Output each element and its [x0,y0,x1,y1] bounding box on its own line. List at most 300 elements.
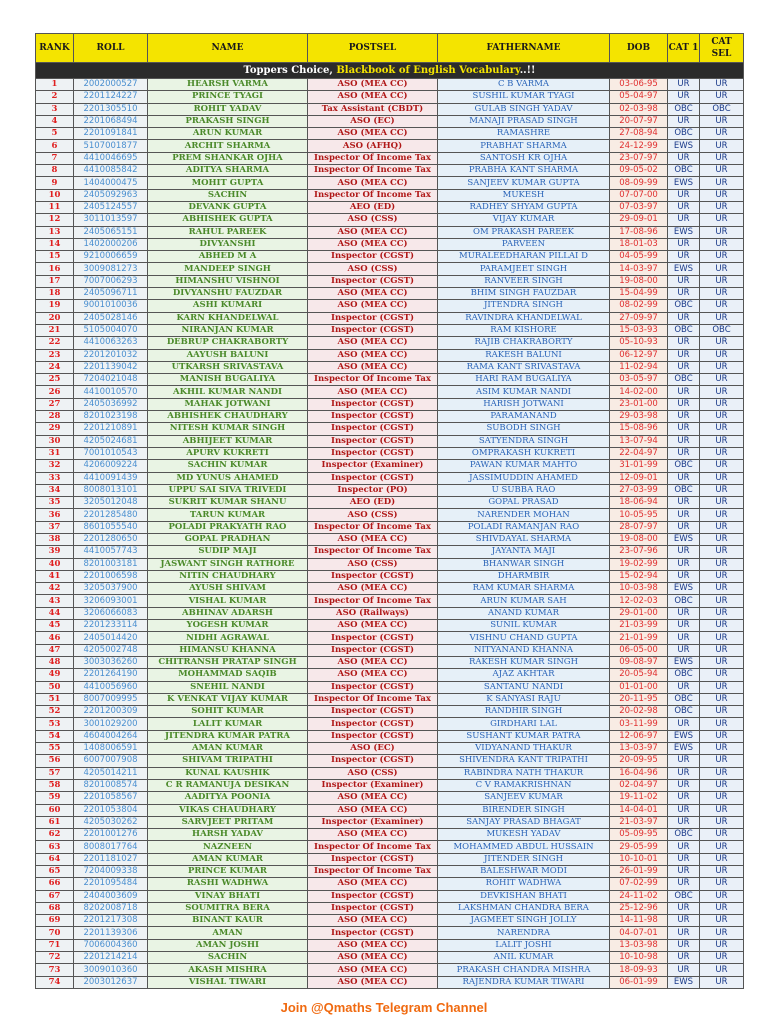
table-row [36,718,744,730]
dob-cell: 22-04-97 [610,447,668,459]
roll-cell: 2201200309 [74,706,148,718]
fathername-cell: NITYANAND KHANNA [438,644,610,656]
name-cell: HEARSH VARMA [148,79,308,91]
rank-cell: 63 [36,841,74,853]
postsel-cell: ASO (MEA CC) [308,361,438,373]
dob-cell: 27-08-94 [610,128,668,140]
dob-cell: 10-05-95 [610,509,668,521]
cat1-cell: OBC [668,128,700,140]
name-cell: SUKRIT KUMAR SHANU [148,497,308,509]
dob-cell: 29-09-01 [610,214,668,226]
cat1-cell: OBC [668,324,700,336]
rank-cell: 32 [36,460,74,472]
cat1-cell: UR [668,521,700,533]
cat1-cell: UR [668,964,700,976]
table-row [36,361,744,373]
cat1-cell: UR [668,915,700,927]
dob-cell: 10-10-98 [610,952,668,964]
postsel-cell: ASO (MEA CC) [308,656,438,668]
col-postsel: POSTSEL [308,34,438,63]
cat1-cell: UR [668,361,700,373]
fathername-cell: BHIM SINGH FAUZDAR [438,288,610,300]
rank-cell: 49 [36,669,74,681]
postsel-cell: Inspector Of Income Tax [308,521,438,533]
cat1-cell: OBC [668,669,700,681]
fathername-cell: PRAKASH CHANDRA MISHRA [438,964,610,976]
fathername-cell: DEVKISHAN BHATI [438,890,610,902]
roll-cell: 4410010570 [74,386,148,398]
table-row [36,447,744,459]
postsel-cell: Inspector (CGST) [308,890,438,902]
dob-cell: 13-03-98 [610,939,668,951]
name-cell: LALIT KUMAR [148,718,308,730]
table-row [36,263,744,275]
cat1-cell: UR [668,497,700,509]
roll-cell: 4205002748 [74,644,148,656]
col-dob: DOB [610,34,668,63]
table-row [36,115,744,127]
dob-cell: 19-11-02 [610,792,668,804]
rank-cell: 2 [36,91,74,103]
table-row [36,730,744,742]
fathername-cell: RAKESH BALUNI [438,349,610,361]
catsel-cell: UR [700,964,744,976]
cat1-cell: OBC [668,890,700,902]
cat1-cell: UR [668,902,700,914]
dob-cell: 14-02-00 [610,386,668,398]
roll-cell: 1402000206 [74,238,148,250]
name-cell: AAYUSH BALUNI [148,349,308,361]
fathername-cell: SANJEEV KUMAR [438,792,610,804]
rank-cell: 37 [36,521,74,533]
cat1-cell: UR [668,411,700,423]
rank-cell: 17 [36,275,74,287]
postsel-cell: ASO (CSS) [308,767,438,779]
fathername-cell: MANAJI PRASAD SINGH [438,115,610,127]
table-row [36,349,744,361]
name-cell: ADITYA SHARMA [148,165,308,177]
dob-cell: 20-11-95 [610,693,668,705]
postsel-cell: Inspector (CGST) [308,681,438,693]
rank-cell: 3 [36,103,74,115]
postsel-cell: ASO (MEA CC) [308,915,438,927]
table-row [36,411,744,423]
fathername-cell: U SUBBA RAO [438,484,610,496]
roll-cell: 4206009224 [74,460,148,472]
cat1-cell: UR [668,337,700,349]
table-row [36,509,744,521]
roll-cell: 2003012637 [74,976,148,988]
catsel-cell: UR [700,497,744,509]
cat1-cell: UR [668,152,700,164]
rank-cell: 10 [36,189,74,201]
rank-cell: 61 [36,816,74,828]
rank-cell: 7 [36,152,74,164]
cat1-cell: UR [668,251,700,263]
fathername-cell: GIRDHARI LAL [438,718,610,730]
dob-cell: 31-01-99 [610,460,668,472]
catsel-cell: UR [700,521,744,533]
cat1-cell: UR [668,570,700,582]
dob-cell: 04-05-99 [610,251,668,263]
dob-cell: 29-03-98 [610,411,668,423]
fathername-cell: SUBODH SINGH [438,423,610,435]
rank-cell: 67 [36,890,74,902]
catsel-cell: UR [700,866,744,878]
fathername-cell: JASSIMUDDIN AHAMED [438,472,610,484]
fathername-cell: OM PRAKASH PAREEK [438,226,610,238]
name-cell: HARSH YADAV [148,829,308,841]
catsel-cell: UR [700,779,744,791]
name-cell: HIMANSU KHANNA [148,644,308,656]
roll-cell: 4410091439 [74,472,148,484]
fathername-cell: MOHAMMED ABDUL HUSSAIN [438,841,610,853]
catsel-cell: UR [700,349,744,361]
catsel-cell: UR [700,792,744,804]
dob-cell: 06-05-00 [610,644,668,656]
rank-cell: 43 [36,595,74,607]
rank-cell: 8 [36,165,74,177]
postsel-cell: Inspector (Examiner) [308,460,438,472]
banner-row [36,63,744,79]
cat1-cell: EWS [668,730,700,742]
table-row [36,177,744,189]
dob-cell: 14-04-01 [610,804,668,816]
fathername-cell: RABINDRA NATH THAKUR [438,767,610,779]
dob-cell: 13-07-94 [610,435,668,447]
table-row [36,952,744,964]
postsel-cell: ASO (MEA CC) [308,829,438,841]
name-cell: ARUN KUMAR [148,128,308,140]
dob-cell: 15-04-99 [610,288,668,300]
col-roll: ROLL [74,34,148,63]
cat1-cell: OBC [668,484,700,496]
cat1-cell: UR [668,755,700,767]
catsel-cell: UR [700,312,744,324]
catsel-cell: UR [700,472,744,484]
table-row [36,816,744,828]
name-cell: KARN KHANDELWAL [148,312,308,324]
fathername-cell: PRABHA KANT SHARMA [438,165,610,177]
table-row [36,324,744,336]
name-cell: SOHIT KUMAR [148,706,308,718]
cat1-cell: UR [668,607,700,619]
table-row [36,595,744,607]
fathername-cell: PAWAN KUMAR MAHTO [438,460,610,472]
roll-cell: 3206093001 [74,595,148,607]
fathername-cell: RANDHIR SINGH [438,706,610,718]
roll-cell: 2201280650 [74,533,148,545]
table-row [36,423,744,435]
dob-cell: 06-01-99 [610,976,668,988]
cat1-cell: UR [668,509,700,521]
roll-cell: 4410046695 [74,152,148,164]
fathername-cell: C V RAMAKRISHNAN [438,779,610,791]
name-cell: AYUSH SHIVAM [148,583,308,595]
fathername-cell: AJAZ AKHTAR [438,669,610,681]
fathername-cell: MURALEEDHARAN PILLAI D [438,251,610,263]
roll-cell: 4410063263 [74,337,148,349]
catsel-cell: UR [700,411,744,423]
postsel-cell: ASO (MEA CC) [308,238,438,250]
dob-cell: 02-04-97 [610,779,668,791]
roll-cell: 4205030262 [74,816,148,828]
catsel-cell: UR [700,583,744,595]
dob-cell: 21-03-99 [610,620,668,632]
postsel-cell: ASO (MEA CC) [308,226,438,238]
fathername-cell: RADHEY SHYAM GUPTA [438,201,610,213]
fathername-cell: HARI RAM BUGALIYA [438,374,610,386]
fathername-cell: MUKESH [438,189,610,201]
cat1-cell: EWS [668,177,700,189]
postsel-cell: ASO (MEA CC) [308,128,438,140]
name-cell: ABHED M A [148,251,308,263]
rank-cell: 58 [36,779,74,791]
dob-cell: 13-03-97 [610,743,668,755]
table-row [36,128,744,140]
results-sheet [35,33,743,989]
roll-cell: 7001010543 [74,447,148,459]
catsel-cell: UR [700,447,744,459]
catsel-cell: UR [700,140,744,152]
rank-cell: 33 [36,472,74,484]
table-row [36,915,744,927]
name-cell: NITIN CHAUDHARY [148,570,308,582]
roll-cell: 2405014420 [74,632,148,644]
table-row [36,644,744,656]
postsel-cell: Tax Assistant (CBDT) [308,103,438,115]
name-cell: AMAN JOSHI [148,939,308,951]
catsel-cell: UR [700,263,744,275]
name-cell: VIKAS CHAUDHARY [148,804,308,816]
catsel-cell: UR [700,509,744,521]
dob-cell: 29-01-00 [610,607,668,619]
fathername-cell: RAVINDRA KHANDELWAL [438,312,610,324]
name-cell: POLADI PRAKYATH RAO [148,521,308,533]
postsel-cell: Inspector (CGST) [308,755,438,767]
catsel-cell: UR [700,829,744,841]
cat1-cell: UR [668,939,700,951]
catsel-cell: UR [700,423,744,435]
postsel-cell: Inspector Of Income Tax [308,693,438,705]
table-row [36,939,744,951]
cat1-cell: OBC [668,595,700,607]
cat1-cell: UR [668,927,700,939]
banner-prefix: Toppers Choice, [243,65,337,76]
postsel-cell: Inspector Of Income Tax [308,595,438,607]
fathername-cell: PARVEEN [438,238,610,250]
postsel-cell: ASO (MEA CC) [308,337,438,349]
dob-cell: 26-01-99 [610,866,668,878]
roll-cell: 2002000527 [74,79,148,91]
roll-cell: 2201181027 [74,853,148,865]
roll-cell: 1404000475 [74,177,148,189]
catsel-cell: UR [700,201,744,213]
name-cell: AKHIL KUMAR NANDI [148,386,308,398]
postsel-cell: Inspector (CGST) [308,730,438,742]
rank-cell: 51 [36,693,74,705]
cat1-cell: EWS [668,743,700,755]
cat1-cell: UR [668,558,700,570]
name-cell: HIMANSHU VISHNOI [148,275,308,287]
postsel-cell: Inspector (CGST) [308,853,438,865]
table-row [36,792,744,804]
cat1-cell: UR [668,386,700,398]
rank-cell: 9 [36,177,74,189]
roll-cell: 3206066083 [74,607,148,619]
rank-cell: 72 [36,952,74,964]
fathername-cell: K SANYASI RAJU [438,693,610,705]
rank-cell: 5 [36,128,74,140]
name-cell: CHITRANSH PRATAP SINGH [148,656,308,668]
col-name: NAME [148,34,308,63]
dob-cell: 03-06-95 [610,79,668,91]
postsel-cell: ASO (MEA CC) [308,288,438,300]
name-cell: AMAN [148,927,308,939]
table-row [36,669,744,681]
roll-cell: 3205037900 [74,583,148,595]
roll-cell: 2201006598 [74,570,148,582]
dob-cell: 16-04-96 [610,767,668,779]
cat1-cell: UR [668,79,700,91]
catsel-cell: UR [700,755,744,767]
catsel-cell: UR [700,620,744,632]
dob-cell: 19-08-00 [610,533,668,545]
cat1-cell: EWS [668,140,700,152]
rank-cell: 69 [36,915,74,927]
cat1-cell: OBC [668,165,700,177]
name-cell: YOGESH KUMAR [148,620,308,632]
postsel-cell: Inspector (CGST) [308,644,438,656]
dob-cell: 10-03-98 [610,583,668,595]
banner-suffix: ..!! [519,65,536,76]
fathername-cell: SHIVDAYAL SHARMA [438,533,610,545]
rank-cell: 56 [36,755,74,767]
catsel-cell: UR [700,460,744,472]
dob-cell: 01-01-00 [610,681,668,693]
catsel-cell: UR [700,693,744,705]
catsel-cell: UR [700,853,744,865]
rank-cell: 68 [36,902,74,914]
header-row [36,34,744,63]
fathername-cell: RAJIB CHAKRABORTY [438,337,610,349]
fathername-cell: BHANWAR SINGH [438,558,610,570]
name-cell: KUNAL KAUSHIK [148,767,308,779]
catsel-cell: UR [700,570,744,582]
roll-cell: 8007009995 [74,693,148,705]
roll-cell: 3003036260 [74,656,148,668]
fathername-cell: SUSHIL KUMAR TYAGI [438,91,610,103]
catsel-cell: UR [700,546,744,558]
cat1-cell: UR [668,632,700,644]
roll-cell: 6007007908 [74,755,148,767]
rank-cell: 60 [36,804,74,816]
postsel-cell: ASO (MEA CC) [308,177,438,189]
catsel-cell: UR [700,238,744,250]
name-cell: UPPU SAI SIVA TRIVEDI [148,484,308,496]
cat1-cell: UR [668,423,700,435]
table-row [36,140,744,152]
table-row [36,890,744,902]
fathername-cell: SATYENDRA SINGH [438,435,610,447]
fathername-cell: NARENDRA [438,927,610,939]
roll-cell: 4205014211 [74,767,148,779]
name-cell: SACHIN [148,189,308,201]
name-cell: NITESH KUMAR SINGH [148,423,308,435]
rank-cell: 11 [36,201,74,213]
catsel-cell: UR [700,656,744,668]
postsel-cell: ASO (MEA CC) [308,349,438,361]
rank-cell: 59 [36,792,74,804]
table-row [36,558,744,570]
dob-cell: 23-07-97 [610,152,668,164]
postsel-cell: Inspector (CGST) [308,902,438,914]
table-row [36,583,744,595]
catsel-cell: UR [700,288,744,300]
name-cell: PREM SHANKAR OJHA [148,152,308,164]
roll-cell: 2201201032 [74,349,148,361]
roll-cell: 9001010036 [74,300,148,312]
table-row [36,927,744,939]
roll-cell: 7006004360 [74,939,148,951]
dob-cell: 17-08-96 [610,226,668,238]
table-row [36,767,744,779]
dob-cell: 20-05-94 [610,669,668,681]
rank-cell: 39 [36,546,74,558]
roll-cell: 3205012048 [74,497,148,509]
rank-cell: 36 [36,509,74,521]
cat1-cell: EWS [668,533,700,545]
rank-cell: 42 [36,583,74,595]
cat1-cell: OBC [668,829,700,841]
dob-cell: 20-02-98 [610,706,668,718]
catsel-cell: UR [700,927,744,939]
cat1-cell: UR [668,312,700,324]
fathername-cell: SUNIL KUMAR [438,620,610,632]
name-cell: ARCHIT SHARMA [148,140,308,152]
name-cell: ABHISHEK GUPTA [148,214,308,226]
rank-cell: 62 [36,829,74,841]
roll-cell: 2201053804 [74,804,148,816]
roll-cell: 2201058567 [74,792,148,804]
postsel-cell: Inspector (CGST) [308,570,438,582]
roll-cell: 2201001276 [74,829,148,841]
dob-cell: 18-06-94 [610,497,668,509]
fathername-cell: JITENDER SINGH [438,853,610,865]
postsel-cell: ASO (CSS) [308,263,438,275]
rank-cell: 46 [36,632,74,644]
toppers-table [35,33,744,989]
roll-cell: 4410056960 [74,681,148,693]
cat1-cell: EWS [668,226,700,238]
dob-cell: 12-02-03 [610,595,668,607]
dob-cell: 23-07-96 [610,546,668,558]
postsel-cell: AEO (ED) [308,201,438,213]
table-row [36,570,744,582]
table-row [36,976,744,988]
catsel-cell: OBC [700,103,744,115]
catsel-cell: UR [700,533,744,545]
name-cell: AKASH MISHRA [148,964,308,976]
postsel-cell: ASO (MEA CC) [308,669,438,681]
rank-cell: 50 [36,681,74,693]
catsel-cell: UR [700,595,744,607]
fathername-cell: RAM KISHORE [438,324,610,336]
name-cell: RASHI WADHWA [148,878,308,890]
name-cell: SOUMITRA BERA [148,902,308,914]
postsel-cell: ASO (MEA CC) [308,533,438,545]
name-cell: ABHIJEET KUMAR [148,435,308,447]
